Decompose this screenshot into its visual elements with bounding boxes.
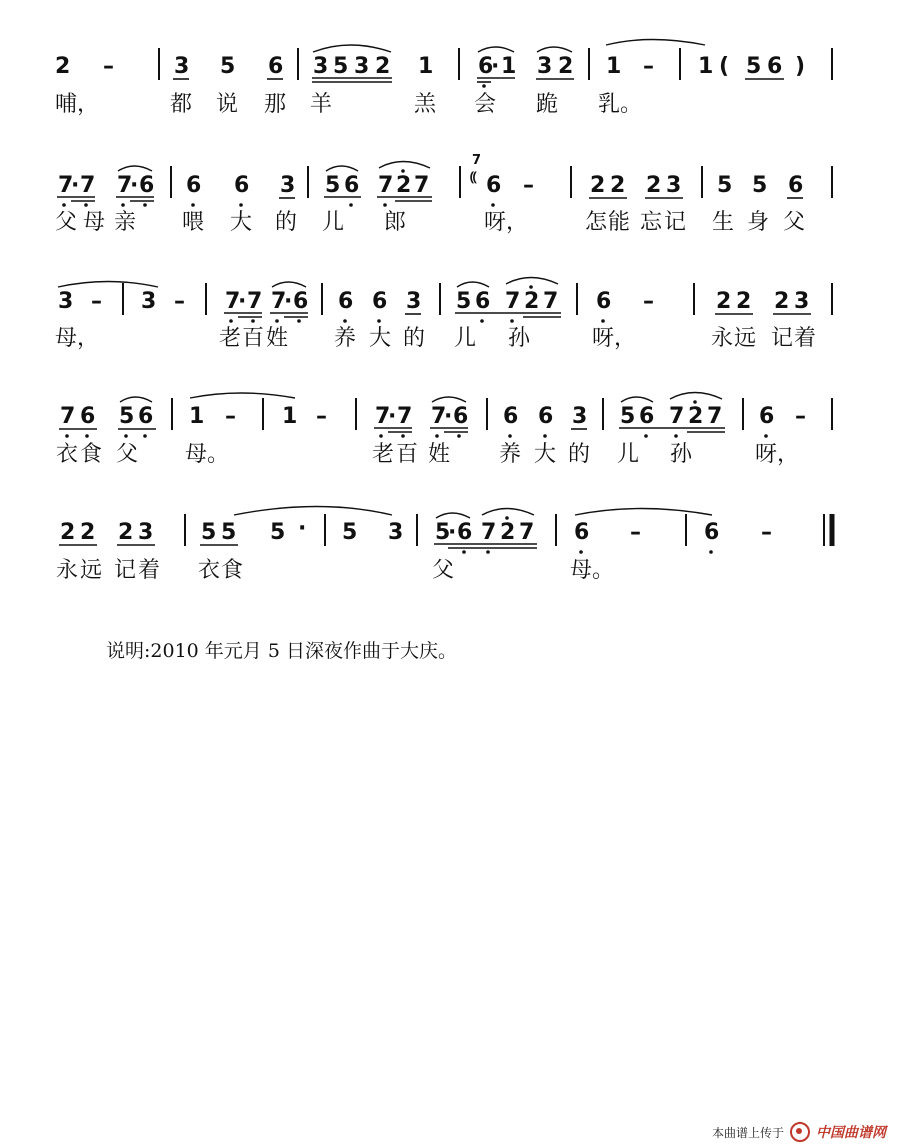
lyric: 乳。 bbox=[598, 92, 643, 117]
note: 7 bbox=[225, 289, 241, 314]
slur bbox=[621, 397, 653, 402]
octave-dot bbox=[85, 434, 89, 438]
note: 3 bbox=[406, 289, 422, 314]
note: 6 bbox=[338, 289, 354, 314]
dot: · bbox=[448, 520, 457, 545]
lyric: 养 bbox=[334, 326, 357, 351]
note: 5 bbox=[325, 173, 341, 198]
octave-dot bbox=[124, 434, 128, 438]
sustain-dash: – bbox=[316, 404, 327, 429]
octave-dot bbox=[457, 434, 461, 438]
octave-dot bbox=[508, 434, 512, 438]
lyric: 着 bbox=[794, 326, 817, 351]
lyric: 父 bbox=[55, 210, 78, 235]
octave-dot bbox=[491, 203, 495, 207]
sustain-dash: – bbox=[761, 520, 772, 545]
octave-dot bbox=[529, 285, 533, 289]
note: 5 bbox=[119, 404, 135, 429]
note: 2 bbox=[716, 289, 732, 314]
octave-dot bbox=[462, 550, 466, 554]
note: 6 bbox=[538, 404, 554, 429]
grace-note: 7 bbox=[472, 153, 482, 168]
lyric: 记 bbox=[114, 558, 137, 583]
note: 6 bbox=[138, 404, 154, 429]
slur bbox=[326, 166, 358, 171]
lyric: 大 bbox=[534, 442, 557, 467]
note: 5 bbox=[746, 54, 762, 79]
note: 3 bbox=[141, 289, 157, 314]
tie bbox=[575, 509, 712, 516]
note: 1 bbox=[189, 404, 205, 429]
note: 7 bbox=[414, 173, 430, 198]
slur bbox=[379, 162, 430, 169]
octave-dot bbox=[674, 434, 678, 438]
paren: ( bbox=[719, 54, 730, 79]
slur bbox=[506, 278, 558, 285]
dot: · bbox=[491, 54, 500, 79]
score-line-3-notes bbox=[58, 278, 832, 323]
lyric: 能 bbox=[608, 210, 631, 235]
note: 6 bbox=[486, 173, 502, 198]
octave-dot bbox=[251, 319, 255, 323]
note: 5 bbox=[270, 520, 286, 545]
dot: · bbox=[298, 516, 307, 541]
note: 2 bbox=[558, 54, 574, 79]
note: 1 bbox=[606, 54, 622, 79]
lyric: 的 bbox=[568, 442, 591, 467]
lyric: 养 bbox=[499, 442, 522, 467]
octave-dot bbox=[349, 203, 353, 207]
note: 2 bbox=[396, 173, 412, 198]
note: 3 bbox=[794, 289, 810, 314]
octave-dot bbox=[693, 400, 697, 404]
note: 3 bbox=[313, 54, 329, 79]
note: 5 bbox=[456, 289, 472, 314]
octave-dot bbox=[579, 550, 583, 554]
slur bbox=[432, 397, 466, 402]
note: 7 bbox=[378, 173, 394, 198]
note: 7 bbox=[481, 520, 497, 545]
octave-dot bbox=[229, 319, 233, 323]
lyric: 孙 bbox=[508, 326, 531, 351]
octave-dot bbox=[401, 169, 405, 173]
lyric: 食 bbox=[80, 442, 103, 467]
lyric: 姓 bbox=[428, 442, 451, 467]
note: 7 bbox=[707, 404, 723, 429]
dot: · bbox=[238, 289, 247, 314]
octave-dot bbox=[486, 550, 490, 554]
grace-note-mark: ⸨ bbox=[470, 170, 477, 185]
note: 7 bbox=[80, 173, 96, 198]
note: 6 bbox=[759, 404, 775, 429]
note: 6 bbox=[293, 289, 309, 314]
score-line-1-notes bbox=[55, 40, 832, 88]
slur bbox=[670, 393, 722, 400]
octave-dot bbox=[143, 203, 147, 207]
note: 5 bbox=[333, 54, 349, 79]
composition-remark: 说明:2010 年元月 5 日深夜作曲于大庆。 bbox=[106, 640, 457, 662]
octave-dot bbox=[601, 319, 605, 323]
lyric: 母 bbox=[83, 210, 106, 235]
lyric: 生 bbox=[712, 210, 735, 235]
octave-dot bbox=[401, 434, 405, 438]
lyric: 郎 bbox=[384, 210, 407, 235]
octave-dot bbox=[383, 203, 387, 207]
sustain-dash: – bbox=[643, 289, 654, 314]
lyric: 母。 bbox=[570, 558, 615, 583]
note: 2 bbox=[375, 54, 391, 79]
note: 7 bbox=[519, 520, 535, 545]
sustain-dash: – bbox=[523, 173, 534, 198]
octave-dot bbox=[543, 434, 547, 438]
octave-dot bbox=[480, 319, 484, 323]
lyric: 呀， bbox=[592, 326, 637, 351]
uploaded-label: 本曲谱上传于 bbox=[711, 1125, 784, 1140]
lyric: 呀， bbox=[484, 210, 529, 235]
octave-dot bbox=[143, 434, 147, 438]
dot: · bbox=[130, 173, 139, 198]
note: 5 bbox=[221, 520, 237, 545]
note: 6 bbox=[268, 54, 284, 79]
octave-dot bbox=[239, 203, 243, 207]
note: 7 bbox=[397, 404, 413, 429]
sustain-dash: – bbox=[225, 404, 236, 429]
note: 6 bbox=[186, 173, 202, 198]
lyric: 身 bbox=[747, 210, 770, 235]
lyric: 记 bbox=[771, 326, 794, 351]
note: 6 bbox=[372, 289, 388, 314]
note: 2 bbox=[80, 520, 96, 545]
lyric: 百 bbox=[242, 326, 265, 351]
lyric: 衣 bbox=[56, 442, 79, 467]
note: 7 bbox=[431, 404, 447, 429]
octave-dot bbox=[510, 319, 514, 323]
note: 2 bbox=[60, 520, 76, 545]
note: 5 bbox=[435, 520, 451, 545]
lyric: 父 bbox=[116, 442, 139, 467]
sustain-dash: – bbox=[630, 520, 641, 545]
octave-dot bbox=[482, 84, 486, 88]
lyric: 喂 bbox=[182, 210, 205, 235]
note: 6 bbox=[704, 520, 720, 545]
lyric: 羊 bbox=[310, 92, 333, 117]
lyric: 姓 bbox=[266, 326, 289, 351]
note: 2 bbox=[736, 289, 752, 314]
lyric: 记 bbox=[664, 210, 687, 235]
note: 6 bbox=[344, 173, 360, 198]
lyric: 父 bbox=[432, 558, 455, 583]
lyric: 百 bbox=[396, 442, 419, 467]
note: 2 bbox=[55, 54, 71, 79]
octave-dot bbox=[65, 434, 69, 438]
slur bbox=[457, 282, 489, 287]
note: 7 bbox=[60, 404, 76, 429]
note: 2 bbox=[500, 520, 516, 545]
note: 6 bbox=[234, 173, 250, 198]
octave-dot bbox=[644, 434, 648, 438]
lyric: 老 bbox=[219, 326, 242, 351]
note: 2 bbox=[524, 289, 540, 314]
lyric: 那 bbox=[264, 92, 287, 117]
note: 3 bbox=[537, 54, 553, 79]
dot: · bbox=[71, 173, 80, 198]
slur bbox=[313, 45, 391, 52]
lyric: 羔 bbox=[414, 92, 437, 117]
octave-dot bbox=[377, 319, 381, 323]
slur bbox=[120, 397, 152, 402]
note: 7 bbox=[117, 173, 133, 198]
note: 7 bbox=[58, 173, 74, 198]
dot: · bbox=[444, 404, 453, 429]
octave-dot bbox=[121, 203, 125, 207]
note: 7 bbox=[375, 404, 391, 429]
note: 7 bbox=[505, 289, 521, 314]
note: 3 bbox=[666, 173, 682, 198]
note: 6 bbox=[478, 54, 494, 79]
note: 5 bbox=[752, 173, 768, 198]
note: 3 bbox=[138, 520, 154, 545]
lyric: 儿 bbox=[454, 326, 477, 351]
lyric: 都 bbox=[170, 92, 193, 117]
score-line-4-notes bbox=[59, 393, 832, 438]
octave-dot bbox=[379, 434, 383, 438]
tie bbox=[190, 393, 295, 398]
dot: · bbox=[388, 404, 397, 429]
site-watermark bbox=[712, 1120, 886, 1144]
note: 6 bbox=[574, 520, 590, 545]
lyric: 呀， bbox=[755, 442, 800, 467]
lyric: 孙 bbox=[670, 442, 693, 467]
lyric: 老 bbox=[372, 442, 395, 467]
note: 7 bbox=[669, 404, 685, 429]
lyric: 远 bbox=[734, 326, 757, 351]
note: 7 bbox=[543, 289, 559, 314]
lyric: 说 bbox=[216, 92, 239, 117]
lyric: 着 bbox=[138, 558, 161, 583]
octave-dot bbox=[435, 434, 439, 438]
octave-dot bbox=[275, 319, 279, 323]
sustain-dash: – bbox=[174, 289, 185, 314]
lyric: 儿 bbox=[617, 442, 640, 467]
note: 6 bbox=[139, 173, 155, 198]
note: 3 bbox=[354, 54, 370, 79]
lyric: 父 bbox=[783, 210, 806, 235]
note: 1 bbox=[418, 54, 434, 79]
lyric: 大 bbox=[230, 210, 253, 235]
note: 5 bbox=[342, 520, 358, 545]
note: 6 bbox=[80, 404, 96, 429]
note: 6 bbox=[457, 520, 473, 545]
lyric: 衣 bbox=[198, 558, 221, 583]
note: 2 bbox=[118, 520, 134, 545]
note: 7 bbox=[247, 289, 263, 314]
note: 3 bbox=[280, 173, 296, 198]
lyric: 儿 bbox=[322, 210, 345, 235]
octave-dot bbox=[505, 516, 509, 520]
tie bbox=[606, 40, 705, 46]
site-logo-icon bbox=[790, 1122, 810, 1142]
site-name: 中国曲谱网 bbox=[816, 1125, 886, 1141]
note: 2 bbox=[610, 173, 626, 198]
note: 7 bbox=[271, 289, 287, 314]
note: 1 bbox=[282, 404, 298, 429]
note: 1 bbox=[501, 54, 517, 79]
note: 6 bbox=[503, 404, 519, 429]
lyric: 跪 bbox=[536, 92, 559, 117]
dot: · bbox=[284, 289, 293, 314]
slur bbox=[482, 509, 534, 516]
slur bbox=[118, 166, 152, 171]
note: 6 bbox=[639, 404, 655, 429]
note: 2 bbox=[590, 173, 606, 198]
lyric: 食 bbox=[221, 558, 244, 583]
note: 5 bbox=[220, 54, 236, 79]
sustain-dash: – bbox=[643, 54, 654, 79]
note: 6 bbox=[453, 404, 469, 429]
note: 6 bbox=[475, 289, 491, 314]
slur bbox=[272, 282, 306, 287]
octave-dot bbox=[764, 434, 768, 438]
octave-dot bbox=[191, 203, 195, 207]
lyric: 忘 bbox=[640, 210, 663, 235]
octave-dot bbox=[297, 319, 301, 323]
lyric: 的 bbox=[403, 326, 426, 351]
tie bbox=[58, 282, 158, 288]
note: 3 bbox=[572, 404, 588, 429]
lyric: 哺， bbox=[55, 92, 100, 117]
note: 6 bbox=[596, 289, 612, 314]
note: 5 bbox=[717, 173, 733, 198]
score-line-2-notes bbox=[57, 153, 832, 207]
lyric: 的 bbox=[275, 210, 298, 235]
lyric: 永 bbox=[711, 326, 734, 351]
lyric: 大 bbox=[369, 326, 392, 351]
note: 2 bbox=[774, 289, 790, 314]
slur bbox=[537, 47, 572, 52]
score-line-5-notes bbox=[59, 507, 832, 554]
octave-dot bbox=[62, 203, 66, 207]
note: 3 bbox=[174, 54, 190, 79]
note: 6 bbox=[788, 173, 804, 198]
tie bbox=[234, 507, 392, 516]
sustain-dash: – bbox=[103, 54, 114, 79]
note: 5 bbox=[201, 520, 217, 545]
lyric: 远 bbox=[80, 558, 103, 583]
paren: ) bbox=[795, 54, 806, 79]
note: 6 bbox=[767, 54, 783, 79]
sustain-dash: – bbox=[795, 404, 806, 429]
note: 2 bbox=[688, 404, 704, 429]
lyric: 母， bbox=[55, 326, 100, 351]
octave-dot bbox=[343, 319, 347, 323]
note: 3 bbox=[58, 289, 74, 314]
lyric: 会 bbox=[474, 92, 497, 117]
lyric: 亲 bbox=[114, 210, 137, 235]
lyric: 怎 bbox=[585, 210, 608, 235]
note: 2 bbox=[646, 173, 662, 198]
slur bbox=[478, 47, 514, 52]
note: 1 bbox=[698, 54, 714, 79]
sustain-dash: – bbox=[91, 289, 102, 314]
octave-dot bbox=[84, 203, 88, 207]
note: 3 bbox=[388, 520, 404, 545]
note: 5 bbox=[620, 404, 636, 429]
octave-dot bbox=[709, 550, 713, 554]
slur bbox=[436, 513, 470, 518]
lyric: 母。 bbox=[185, 442, 230, 467]
lyric: 永 bbox=[56, 558, 79, 583]
